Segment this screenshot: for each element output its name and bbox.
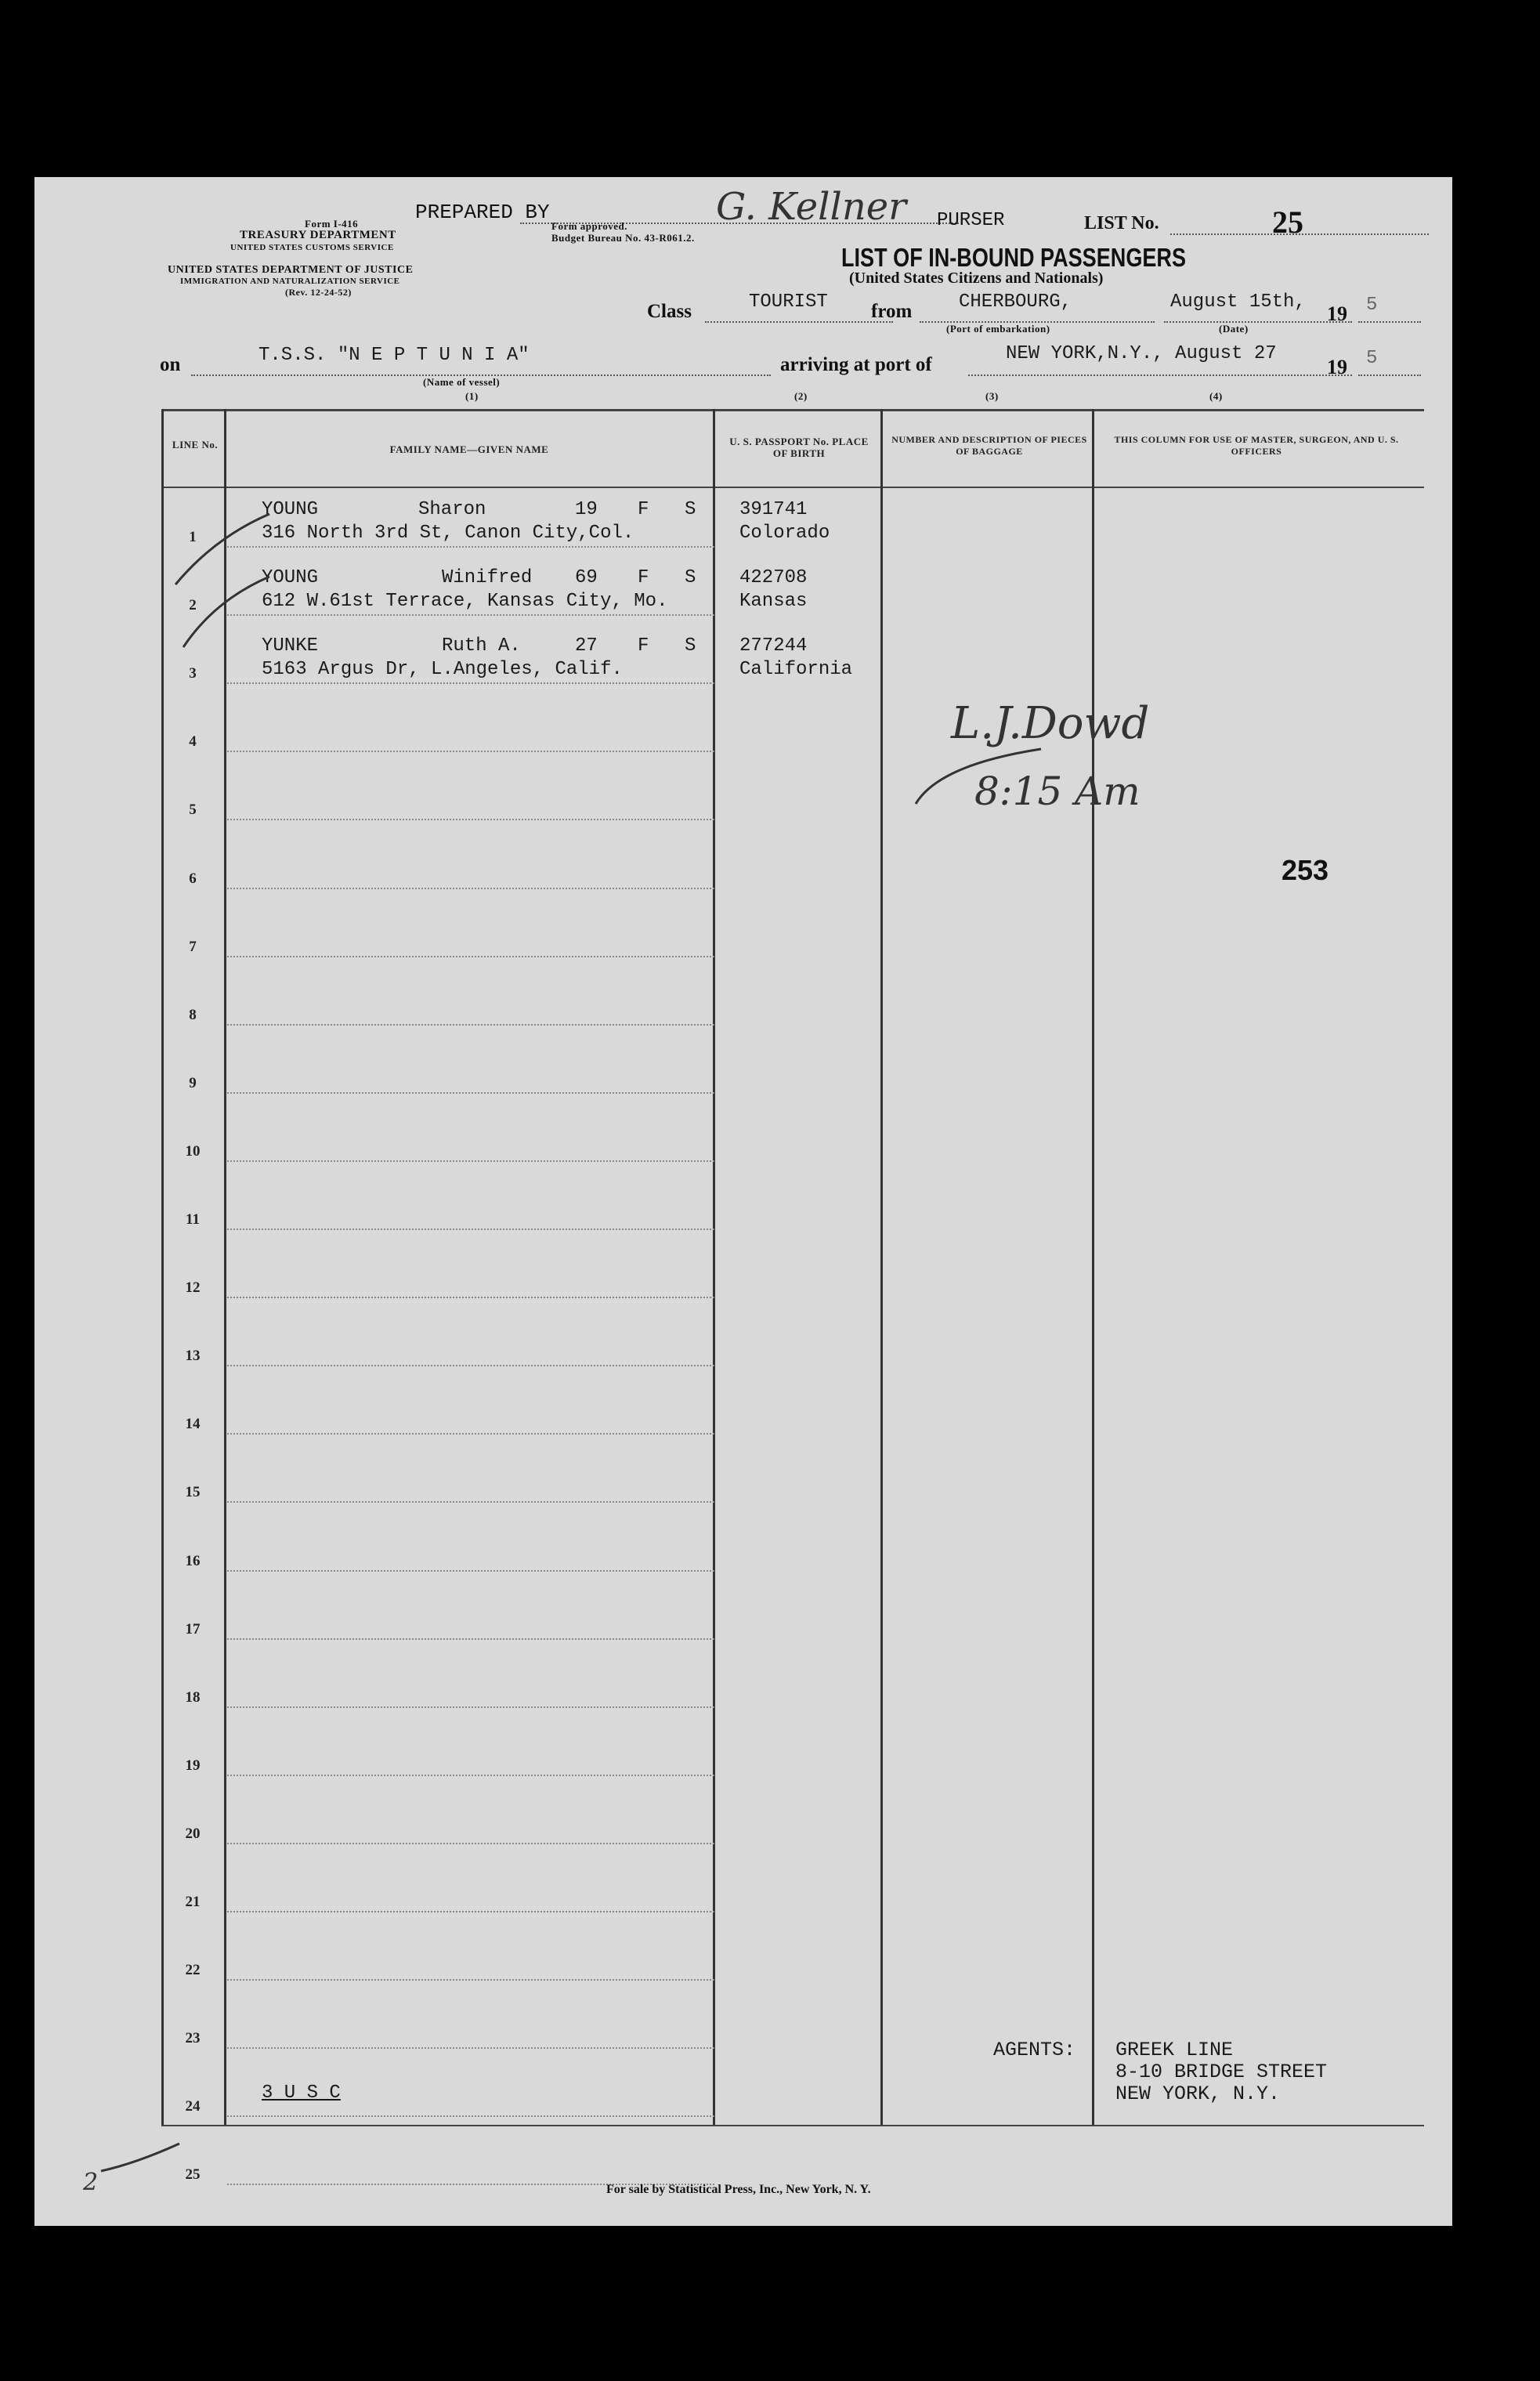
form-id: Form I-416	[305, 218, 359, 230]
line-number: 5	[189, 802, 197, 819]
agents-line-2: 8-10 BRIDGE STREET	[1115, 2061, 1328, 2083]
row-rule	[227, 614, 714, 616]
address: 612 W.61st Terrace, Kansas City, Mo.	[262, 591, 668, 612]
vessel-value: T.S.S. "N E P T U N I A"	[258, 345, 530, 366]
row-rule	[227, 1228, 714, 1230]
line-number: 23	[185, 2030, 201, 2047]
port-value: CHERBOURG,	[959, 291, 1072, 313]
row-rule	[227, 1433, 714, 1435]
ins-service: IMMIGRATION AND NATURALIZATION SERVICE	[180, 277, 400, 286]
sex: F	[638, 567, 649, 588]
line-number: 25	[185, 2166, 201, 2184]
sex: F	[638, 635, 649, 657]
col-head-baggage: NUMBER AND DESCRIPTION OF PIECES OF BAGGAGE	[891, 434, 1087, 457]
margin-stroke	[97, 2140, 183, 2179]
passport-cell	[739, 635, 852, 682]
prepared-by-label: PREPARED BY	[415, 201, 550, 224]
row-rule	[227, 1365, 714, 1366]
caption-4: (4)	[1209, 390, 1223, 402]
year-prefix-1: 19	[1327, 302, 1347, 325]
form-subtitle: (United States Citizens and Nationals)	[849, 270, 1104, 287]
port-caption: (Port of embarkation)	[946, 323, 1050, 335]
col-head-officers: THIS COLUMN FOR USE OF MASTER, SURGEON, AND U. S. OFFICERS	[1114, 434, 1399, 457]
year-prefix-2: 19	[1327, 356, 1347, 378]
passport-cell	[739, 566, 807, 613]
line-number: 2	[189, 597, 197, 614]
date-caption: (Date)	[1219, 323, 1249, 335]
agents-line-3: NEW YORK, N.Y.	[1115, 2082, 1281, 2105]
agents-line-1: GREEK LINE	[1115, 2039, 1234, 2061]
row-rule	[227, 2047, 714, 2049]
class-value: TOURIST	[749, 291, 828, 313]
caption-3: (3)	[985, 390, 999, 402]
line-number: 24	[185, 2098, 201, 2115]
passport-cell	[739, 498, 830, 545]
age: 69	[575, 567, 598, 588]
date-value: August 15th,	[1170, 291, 1306, 313]
sex: F	[638, 499, 649, 520]
rev-date: (Rev. 12-24-52)	[285, 287, 352, 298]
passenger-row	[262, 498, 696, 545]
line-number: 17	[185, 1620, 201, 1637]
table-left-rule	[161, 409, 164, 2125]
name-divider	[713, 409, 715, 2125]
stamp-number: 253	[1282, 854, 1329, 886]
form-title: LIST OF IN-BOUND PASSENGERS	[841, 243, 1187, 272]
year-suffix-1: 5	[1366, 295, 1378, 316]
line-number: 19	[185, 1757, 201, 1774]
family-name: YOUNG	[262, 567, 319, 588]
family-name: YUNKE	[262, 635, 319, 657]
col-head-name: FAMILY NAME—GIVEN NAME	[389, 443, 549, 455]
col-head-line-no: LINE No.	[172, 439, 219, 451]
row-rule	[227, 1297, 714, 1298]
on-label: on	[160, 354, 181, 375]
row-rule	[227, 1979, 714, 1981]
passenger-row	[262, 566, 696, 613]
line-number: 10	[185, 1142, 201, 1160]
given-name: Winifred	[442, 567, 533, 588]
check-mark-strokes	[168, 490, 277, 678]
vessel-caption: (Name of vessel)	[423, 376, 501, 388]
customs-service: UNITED STATES CUSTOMS SERVICE	[230, 243, 394, 252]
header-bottom-rule	[161, 487, 1424, 488]
given-name: Sharon	[418, 499, 486, 520]
signature-flourish	[908, 741, 1049, 812]
baggage-divider	[1092, 409, 1094, 2125]
line-number: 1	[189, 529, 197, 545]
purser-signature: G. Kellner	[716, 185, 907, 229]
margin-mark: 2	[83, 2169, 99, 2196]
manifest-sheet	[34, 177, 1452, 2226]
line-number: 3	[189, 665, 197, 682]
caption-2: (2)	[794, 390, 808, 402]
row-rule	[227, 1160, 714, 1162]
justice-dept: UNITED STATES DEPARTMENT OF JUSTICE	[168, 264, 414, 276]
line-number: 15	[185, 1484, 201, 1501]
address: 316 North 3rd St, Canon City,Col.	[262, 523, 634, 544]
footer-printer: For sale by Statistical Press, Inc., New York, N. Y.	[606, 2183, 871, 2196]
line-number: 18	[185, 1688, 201, 1706]
row-rule	[227, 682, 714, 684]
line-number: 21	[185, 1894, 201, 1910]
row-rule	[227, 1092, 714, 1094]
line-number: 9	[189, 1074, 197, 1091]
line-number: 4	[189, 733, 197, 751]
usc-count: 3 U S C	[262, 2082, 341, 2104]
table-top-rule	[161, 409, 1424, 411]
birthplace: Kansas	[739, 591, 808, 612]
marital-status: S	[685, 499, 696, 520]
treasury-dept: TREASURY DEPARTMENT	[240, 229, 396, 241]
passport-number: 277244	[739, 635, 808, 657]
address: 5163 Argus Dr, L.Angeles, Calif.	[262, 659, 623, 680]
birthplace: California	[739, 659, 853, 680]
row-rule	[227, 1638, 714, 1640]
list-no-value: 25	[1272, 204, 1303, 240]
row-rule	[227, 2115, 714, 2117]
line-number: 16	[185, 1552, 201, 1569]
passport-divider	[880, 409, 883, 2125]
line-number: 6	[189, 870, 197, 887]
line-number: 13	[185, 1348, 201, 1365]
passport-number: 422708	[739, 567, 808, 588]
family-name: YOUNG	[262, 499, 319, 520]
row-rule	[227, 1501, 714, 1503]
arrival-value: NEW YORK,N.Y., August 27	[1006, 343, 1277, 364]
line-number: 7	[189, 938, 197, 955]
line-number: 11	[186, 1211, 200, 1228]
row-rule	[227, 1843, 714, 1844]
row-rule	[227, 1570, 714, 1572]
row-rule	[227, 819, 714, 820]
arriving-label: arriving at port of	[780, 354, 932, 375]
given-name: Ruth A.	[442, 635, 521, 657]
passport-number: 391741	[739, 499, 808, 520]
vessel-caption-num: (1)	[465, 390, 479, 402]
form-approved: Form approved.	[551, 220, 628, 232]
list-no-label: LIST No.	[1084, 213, 1159, 233]
table-bottom-rule	[161, 2125, 1424, 2126]
passenger-row	[262, 635, 696, 682]
row-rule	[227, 1775, 714, 1776]
line-number: 22	[185, 1962, 201, 1979]
purser-label: PURSER	[937, 210, 1005, 231]
row-rule	[227, 956, 714, 957]
official-signature: L.J.Dowd	[951, 698, 1150, 749]
budget-bureau: Budget Bureau No. 43-R061.2.	[551, 232, 695, 244]
row-rule	[227, 1911, 714, 1912]
marital-status: S	[685, 567, 696, 588]
birthplace: Colorado	[739, 523, 830, 544]
year-suffix-2: 5	[1366, 348, 1378, 369]
age: 19	[575, 499, 598, 520]
age: 27	[575, 635, 598, 657]
marital-status: S	[685, 635, 696, 657]
arrival-time: 8:15 Am	[974, 769, 1141, 814]
row-rule	[227, 1024, 714, 1026]
line-number: 12	[185, 1279, 201, 1297]
line-number: 14	[185, 1416, 201, 1433]
line-number: 8	[189, 1006, 197, 1023]
row-rule	[227, 751, 714, 752]
class-label: Class	[647, 301, 692, 322]
col-head-passport: U. S. PASSPORT No. PLACE OF BIRTH	[729, 436, 869, 459]
row-rule	[227, 888, 714, 889]
line-number: 20	[185, 1825, 201, 1842]
from-label: from	[871, 301, 913, 322]
row-rule	[227, 1706, 714, 1708]
row-rule	[227, 546, 714, 548]
agents-label: AGENTS:	[993, 2039, 1076, 2061]
